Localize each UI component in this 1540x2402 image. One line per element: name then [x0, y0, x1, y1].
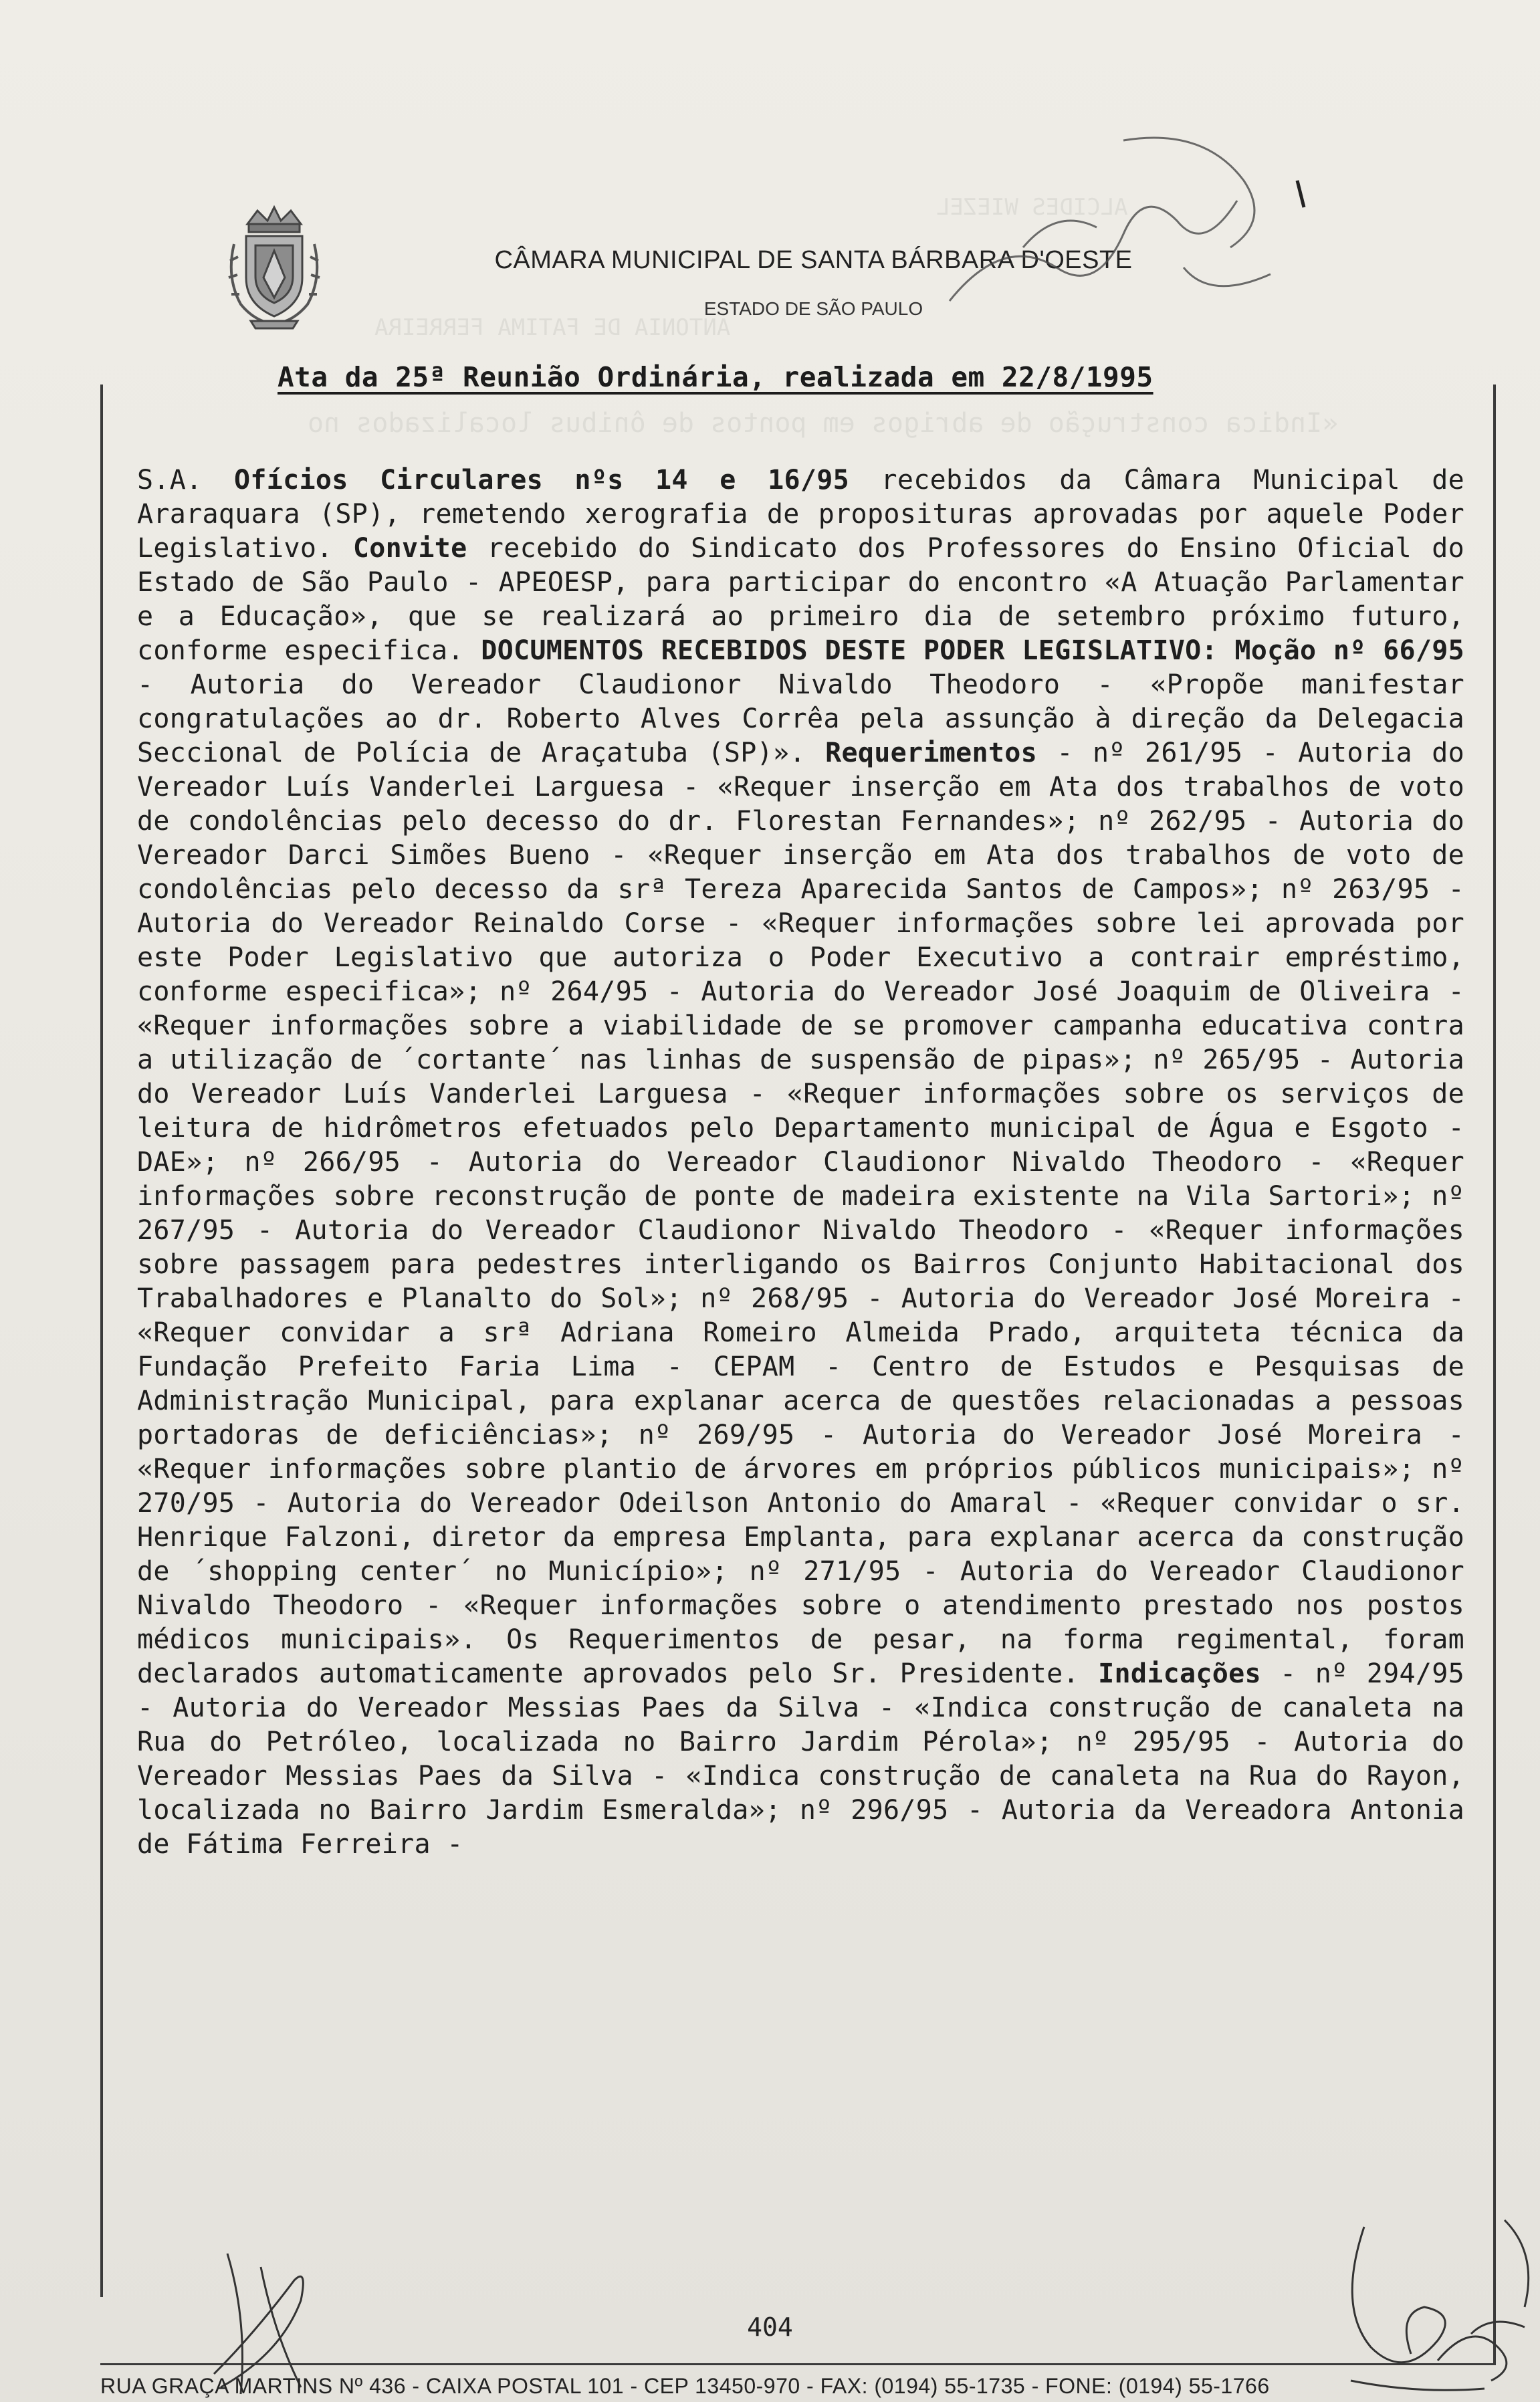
- bleed-through-text: ALCIDES WIEZEL: [936, 194, 1128, 221]
- text-run: - nº 294/95 - Autoria do Vereador Messias Paes da Silva - «Indica construção de canaleta na Rua do Petróleo, localizada no Bairro Jardim Pérola»; nº 295/95 - Autoria do Vereador Messias Paes da Silva - «Indica construção de canaleta na Rua do Rayon, localizada no Bairro Jardim Esmeralda»; nº 296/95 - Autoria da Vereadora Antonia de Fátima Ferreira -: [137, 1658, 1464, 1860]
- page-frame-left: [100, 385, 103, 2297]
- page-frame-bottom: [100, 2363, 1496, 2365]
- text-run: S.A.: [137, 465, 234, 496]
- signature-bottom-right: [1324, 2213, 1540, 2402]
- text-run: recebido do Sindicato dos Professores do Ensino Oficial do Estado de São Paulo - APEOESP, para participar do encontro «A Atuação Parlamentar e a Educação», que se realizará ao primeiro dia de setembro próximo futuro, conforme especifica.: [137, 533, 1465, 666]
- bleed-through-text: ANTONIA DE FATIMA FERREIRA: [374, 314, 731, 341]
- text-run: - nº 261/95 - Autoria do Vereador Luís Vanderlei Larguesa - «Requer inserção em Ata dos trabalhos de voto de condolências pelo decesso do dr. Florestan Fernandes»; nº 262/95 - Autoria do Vereador Darci Simões Bueno - «Requer inserção em Ata dos trabalhos de voto de condolências pelo decesso da srª Tereza Aparecida Santos de Campos»; nº 263/95 - Autoria do Vereador Reinaldo Corse - «Requer informações sobre lei aprovada por este Poder Legislativo que autoriza o Poder Executivo a contrair empréstimo, conforme especifica»; nº 264/95 - Autoria do Vereador José Joaquim de Oliveira - «Requer informações sobre a viabilidade de se promover campanha educativa contra a utilização de ´cortante´ nas linhas de suspensão de pipas»; nº 265/95 - Autoria do Vereador Luís Vanderlei Larguesa - «Requer informações sobre os serviços de leitura de hidrômetros efetuados pelo Departamento municipal de Água e Esgoto - DAE»; nº 266/95 - Autoria do Vereador Claudionor Nivaldo Theodoro - «Requer informações sobre reconstrução de ponte de madeira existente na Vila Sartori»; nº 267/95 - Autoria do Vereador Claudionor Nivaldo Theodoro - «Requer informações sobre passagem para pedestres interligando os Bairros Conjunto Habitacional dos Trabalhadores e Planalto do Sol»; nº 268/95 - Autoria do Vereador José Moreira - «Requer convidar a srª Adriana Romeiro Almeida Prado, arquiteta técnica da Fundação Prefeito Faria Lima - CEPAM - Centro de Estudos e Pesquisas de Administração Municipal, para explanar acerca de questões relacionadas a pessoas portadoras de deficiências»; nº 269/95 - Autoria do Vereador José Moreira - «Requer informações sobre plantio de árvores em próprios públicos municipais»; nº 270/95 - Autoria do Vereador Odeilson Antonio do Amaral - «Requer convidar o sr. Henrique Falzoni, diretor da empresa Emplanta, para explanar acerca da construção de ´shopping center´ no Município»; nº 271/95 - Autoria do Vereador Claudionor Nivaldo Theodoro - «Requer informações sobre o atendimento prestado nos postos médicos municipais». Os Requerimentos de pesar, na forma regimental, foram declarados automaticamente aprovados pelo Sr. Presidente.: [137, 738, 1464, 1689]
- page-number: 404: [747, 2312, 793, 2342]
- bold-heading-run: Ofícios Circulares nºs 14 e 16/95: [234, 465, 849, 496]
- bold-heading-run: Convite: [352, 533, 467, 564]
- page-frame-right: [1493, 385, 1496, 2364]
- institution-name: CÂMARA MUNICIPAL DE SANTA BÁRBARA D'OESTE: [494, 246, 1133, 274]
- minutes-body: [137, 463, 1464, 1862]
- bold-heading-run: DOCUMENTOS RECEBIDOS DESTE PODER LEGISLATIVO: Moção nº 66/95: [481, 635, 1465, 666]
- state-name: ESTADO DE SÃO PAULO: [703, 298, 923, 319]
- address-footer: RUA GRAÇA MARTINS Nº 436 - CAIXA POSTAL 101 - CEP 13450-970 - FAX: (0194) 55-1735 - FONE: (0194) 55-1766: [100, 2374, 1270, 2398]
- text-run: - Autoria do Vereador Claudionor Nivaldo Theodoro - «Propõe manifestar congratulações ao dr. Roberto Alves Corrêa pela assunção à direção da Delegacia Seccional de Polícia de Araçatuba (SP)».: [137, 669, 1464, 768]
- bold-heading-run: Indicações: [1098, 1658, 1261, 1689]
- minutes-title: Ata da 25ª Reunião Ordinária, realizada em 22/8/1995: [278, 361, 1153, 393]
- text-run: recebidos da Câmara Municipal de Araraquara (SP), remetendo xerografia de proposituras aprovadas por aquele Poder Legislativo.: [137, 465, 1464, 564]
- bleed-through-text: «Indica construção de abrigos em pontos de ônibus localizados no: [308, 408, 1339, 439]
- bold-heading-run: Requerimentos: [825, 738, 1038, 768]
